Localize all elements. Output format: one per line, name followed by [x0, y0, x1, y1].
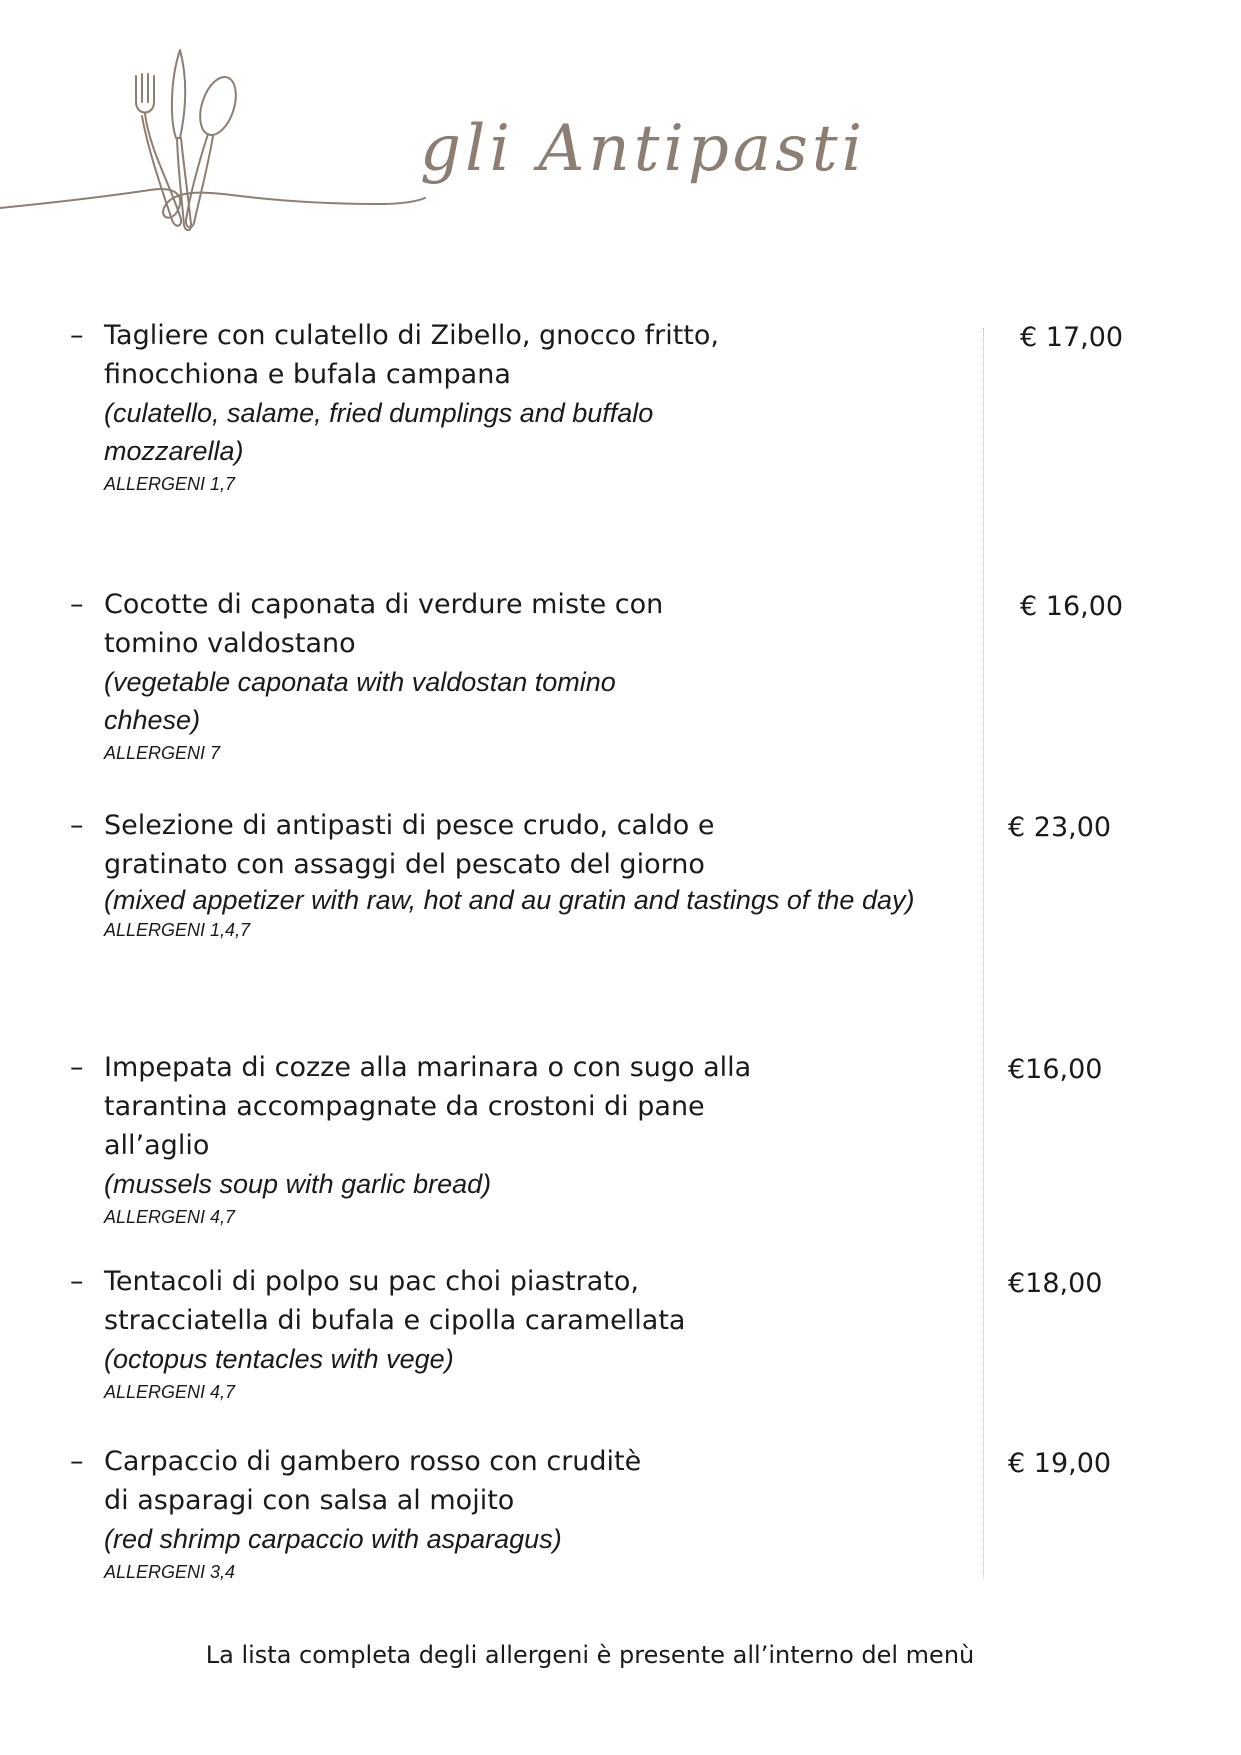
bullet-dash: –	[70, 810, 84, 841]
item-price: € 19,00	[1008, 1448, 1112, 1479]
column-divider	[983, 328, 984, 1578]
allergen-footer-note: La lista completa degli allergeni è presente all’interno del menù	[205, 1641, 975, 1669]
item-english: (vegetable caponata with valdostan tomino chhese)	[104, 667, 616, 735]
item-name: Impepata di cozze alla marinara o con sugo alla tarantina accompagnate da crostoni di pane all’aglio	[104, 1052, 752, 1161]
item-allergens: ALLERGENI 4,7	[104, 1207, 236, 1227]
item-description	[104, 1262, 944, 1406]
cutlery-logo-icon	[0, 20, 440, 240]
item-english: (culatello, salame, fried dumplings and buffalo mozzarella)	[104, 398, 654, 466]
item-allergens: ALLERGENI 1,7	[104, 474, 236, 494]
item-allergens: ALLERGENI 1,4,7	[104, 920, 251, 940]
item-description	[104, 806, 944, 944]
item-price: € 16,00	[1020, 591, 1124, 622]
item-name: Carpaccio di gambero rosso con cruditè di asparagi con salsa al mojito	[104, 1446, 642, 1516]
item-name: Tentacoli di polpo su pac choi piastrato, stracciatella di bufala e cipolla caramellata	[104, 1266, 686, 1336]
item-description	[104, 1048, 944, 1231]
item-description	[104, 316, 944, 498]
item-name: Selezione di antipasti di pesce crudo, caldo e gratinato con assaggi del pescato del giorno	[104, 810, 715, 880]
bullet-dash: –	[70, 589, 84, 620]
bullet-dash: –	[70, 1266, 84, 1297]
item-description	[104, 1442, 944, 1586]
item-allergens: ALLERGENI 3,4	[104, 1562, 236, 1582]
bullet-dash: –	[70, 320, 84, 351]
item-name: Cocotte di caponata di verdure miste con tomino valdostano	[104, 589, 664, 659]
item-price: € 17,00	[1020, 322, 1124, 353]
item-allergens: ALLERGENI 4,7	[104, 1382, 236, 1402]
item-description	[104, 585, 944, 767]
item-english: (red shrimp carpaccio with asparagus)	[104, 1524, 562, 1554]
item-english: (mussels soup with garlic bread)	[104, 1169, 492, 1199]
item-english: (mixed appetizer with raw, hot and au gratin and tastings of the day)	[104, 885, 915, 915]
item-price: €18,00	[1008, 1268, 1103, 1299]
item-price: € 23,00	[1008, 812, 1112, 843]
item-name: Tagliere con culatello di Zibello, gnocco fritto, finocchiona e bufala campana	[104, 320, 719, 390]
bullet-dash: –	[70, 1052, 84, 1083]
item-english: (octopus tentacles with vege)	[104, 1344, 454, 1374]
item-allergens: ALLERGENI 7	[104, 743, 221, 763]
item-price: €16,00	[1008, 1054, 1103, 1085]
page-title: gli Antipasti	[420, 112, 867, 186]
bullet-dash: –	[70, 1446, 84, 1477]
